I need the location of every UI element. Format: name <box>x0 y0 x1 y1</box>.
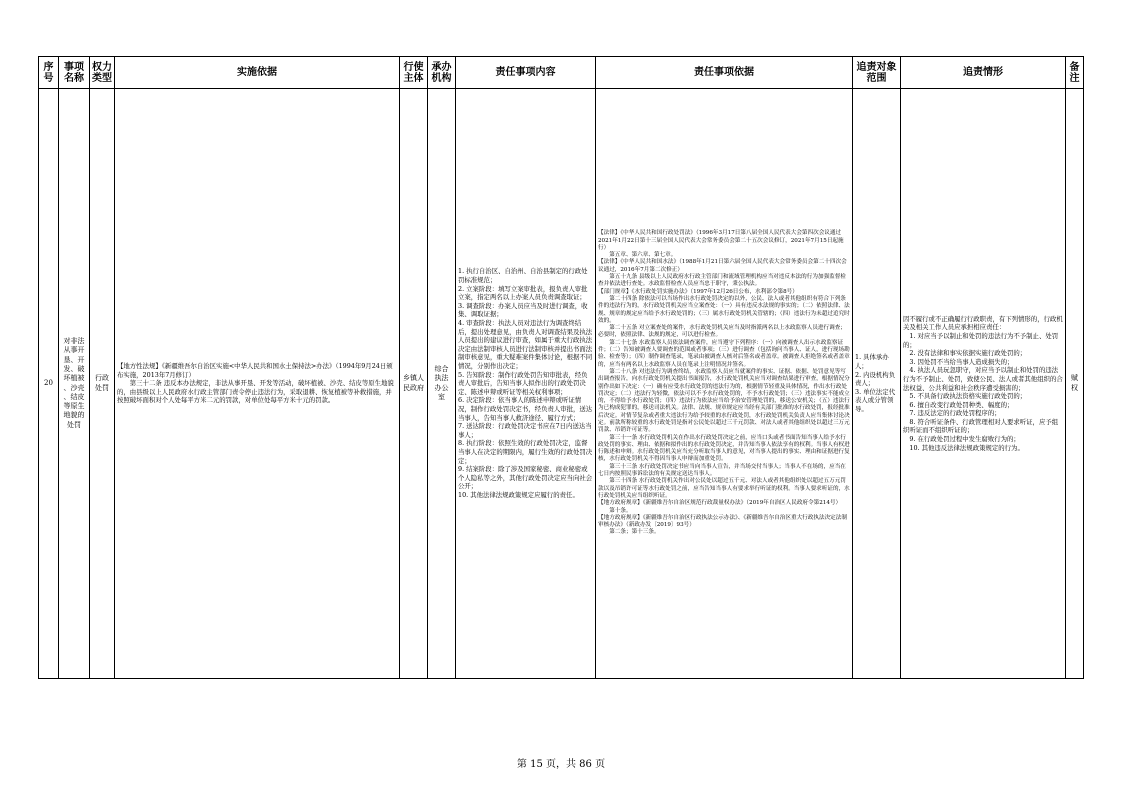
header-agency: 承办 机构 <box>431 61 452 84</box>
row-name: 对非法 从事开 垦、开 发、破 坏植被 、沙壳 、结皮 等原生 地貌的 处罚 <box>63 337 85 429</box>
header-no: 序 号 <box>43 61 54 84</box>
header-duty-basis: 责任事项依据 <box>694 67 754 78</box>
row-scope: 1. 具体承办人； 2. 内设机构负责人； 3. 单位法定代表人或分管领导。 <box>855 353 896 413</box>
page-number: 第 15 页，共 86 页 <box>516 759 606 770</box>
row-duty-basis: 【法律】《中华人民共和国行政处罚法》（1996年3月17日第八届全国人民代表大会第四次会议通过 2021年1月22日第十三届全国人民代表大会常务委员会第二十五次会议修订，2021年7月15日起施行） 第五章、第六章、第七章。 【法律】《中华人民共和国水法》（1988年1月21日第六届全国人民代表大会常务委员会第二十四次会议通过，2016年7月第二次修正） 第五十九条 县级以上人民政府水行政主管部门和流域管理机构应当对违反本法的行为加强监督检查并依法进行查处。水政监督检查人员应当忠于职守，秉公执法。 【部门规章】《水行政处罚实施办法》（1997年12月26日公布，水利部令第8号） 第二十四条 除依法可以当场作出水行政处罚决定的以外，公民、法人或者其他组织有符合下列条件的违法行为的，水行政处罚机关应当立案查处：（一）具有违反水法规的事实的；（二）依照法律、法规、规章的规定应当给予水行政处罚的；（三）属水行政处罚机关管辖的；（四）违法行为未超过追究时效的。 第二十五条 对立案查处的案件，水行政处罚机关应当及时指派两名以上水政监察人员进行调查；必要时，依照法律、法规的规定，可以进行检查。 第二十七条 水政监察人员依法调查案件，应当遵守下列程序：（一）向被调查人出示水政监察证件；（二）告知被调查人要调查的范围或者事项；（三）进行调查（包括询问当事人、证人，进行现场勘验、检查等）；（四）制作调查笔录，笔录由被调查人核对后签名或者盖章。被调查人拒绝签名或者盖章的，应当有两名以上水政监察人员在笔录上注明情况并签名。 第二十八条 对违法行为调查终结，水政监察人员应当就案件的事实、证据、依据、处罚意见等写出调查报告，向水行政处罚机关提出书面报告，水行政处罚机关应当对调查结果进行审查，根据情况分别作出如下决定：（一）确有应受水行政处罚的违法行为的，根据情节轻重及具体情况，作出水行政处罚决定；（二）违法行为轻微，依法可以不予水行政处罚的，不予水行政处罚；（三）违法事实不能成立的，不得给予水行政处罚；（四）违法行为依法应当给予治安管理处罚的，移送公安机关；（五）违法行为已构成犯罪的，移送司法机关。法律、法规、规章规定应当经有关部门批准的水行政处罚，报经批准后决定。对情节复杂或者重大违法行为给予较重的水行政处罚，水行政处罚机关负责人应当集体讨论决定。前款所称较重的水行政处罚是指对公民处以超过三千元罚款、对法人或者其他组织处以超过三万元罚款、吊销许可证等。 第三十一条 水行政处罚机关在作出水行政处罚决定之前，应当口头或者书面告知当事人给予水行政处罚的事实、理由、依据和拟作出的水行政处罚决定，并告知当事人依法享有的权利。当事人有权进行陈述和申辩。水行政处罚机关应当充分听取当事人的意见，对当事人提出的事实、理由和证据进行复核，水行政处罚机关不得因当事人申辩而加重处罚。 第三十三条 水行政处罚决定书应当向当事人宣告，并当场交付当事人；当事人不在场的，应当在七日内按照民事诉讼法的有关规定送达当事人。 第三十四条 水行政处罚机关作出对公民处以超过五千元、对法人或者其他组织处以超过五万元罚款以及吊销许可证等水行政处罚之前，应当告知当事人有要求举行听证的权利。当事人要求听证的，水行政处罚机关应当组织听证。 【地方政府规章】《新疆维吾尔自治区规范行政裁量权办法》（2019年自治区人民政府令第214号） 第十条。 【地方政府规章】《新疆维吾尔自治区行政执法公示办法》、《新疆维吾尔自治区重大行政执法决定法制审核办法》（新政办发〔2019〕93号） 第二条；第十三条。 <box>598 230 850 536</box>
header-row <box>39 57 1084 89</box>
header-note: 备 注 <box>1069 61 1080 84</box>
responsibility-table <box>38 56 1084 679</box>
table-row <box>39 89 1084 679</box>
header-type: 权力 类型 <box>92 61 112 84</box>
row-content: 1. 执行自治区、自治州、自治县制定的行政处罚标准规范； 2. 立案阶段：填写立案审批表，报负责人审批立案，指定两名以上办案人员负责调查取证； 3. 调查阶段：办案人员应当及时进行调查，收集、调取证据； 4. 审查阶段：执法人员对违法行为调查终结后，提出处理意见，由负责人对调查结果及执法人员提出的建议进行审查，如属于重大行政执法决定由法制审核人员进行法制审核并提出书面法制审核意见，重大疑难案件集体讨论，根据不同情况，分别作出决定； 5. 告知阶段：制作行政处罚告知审批表，经负责人审批后，告知当事人拟作出的行政处罚决定、陈述申辩或听证等相关权利事项； 6. 决定阶段：依当事人的陈述申辩或听证情况，制作行政处罚决定书，经负责人审批，送达当事人，告知当事人救济途径、履行方式； 7. 送达阶段：行政处罚决定书应在7日内送达当事人； 8. 执行阶段：依照生效的行政处罚决定，监督当事人在决定的期限内，履行生效的行政处罚决定； 9. 结案阶段：除了涉及国家秘密、商业秘密或个人隐私等之外，其他行政处罚决定应当向社会公开； 10. 其他法律法规政策规定应履行的责任。 <box>458 267 593 499</box>
header-subject: 行使 主体 <box>403 61 424 84</box>
row-no: 20 <box>44 378 53 387</box>
row-type: 行政 处罚 <box>95 374 109 392</box>
header-content: 责任事项内容 <box>495 67 556 78</box>
row-agency: 综合 执法 办公 室 <box>434 364 449 401</box>
row-subject: 乡镇人 民政府 <box>403 374 424 392</box>
header-name: 事项 名称 <box>64 61 84 84</box>
row-cases: 因不履行或不正确履行行政职责，有下列情形的，行政机关及相关工作人员应承担相应责任： 1. 对应当予以制止和处罚的违法行为不予制止、处罚的； 2. 没有法律和事实依据实施行政处罚的； 3. 因处罚不当给当事人造成损失的； 4. 执法人员玩忽职守，对应当予以制止和处罚的违法行为不予制止、处罚，致使公民、法人或者其他组织的合法权益、公共利益和社会秩序遭受损害的； 5. 不具备行政执法资格实施行政处罚的； 6. 擅自改变行政处罚种类、幅度的； 7. 违反法定的行政处罚程序的； 8. 符合听证条件、行政管理相对人要求听证，应予组织听证而不组织听证的； 9. 在行政处罚过程中发生腐败行为的； 10. 其他违反法律法规政策规定的行为。 <box>903 314 1063 452</box>
row-basis: 【地方性法规】《新疆维吾尔自治区实施<中华人民共和国水土保持法>办法》（1994年9月24日颁布实施，2013年7月修订） 第三十二条 违反本办法规定，非法从事开垦、开发等活动，破坏植被、沙壳、结皮等原生地貌的，由县级以上人民政府水行政主管部门责令停止违法行为，采取退耕、恢复植被等补救措施，并按照破坏面积对个人处每平方米二元的罚款，对单位处每平方米十元的罚款。 <box>117 362 394 405</box>
header-cases: 追责情形 <box>963 67 1003 78</box>
row-note: 赋权 <box>1071 374 1078 392</box>
header-scope: 追责对象 范围 <box>856 61 897 84</box>
header-basis: 实施依据 <box>237 67 277 78</box>
